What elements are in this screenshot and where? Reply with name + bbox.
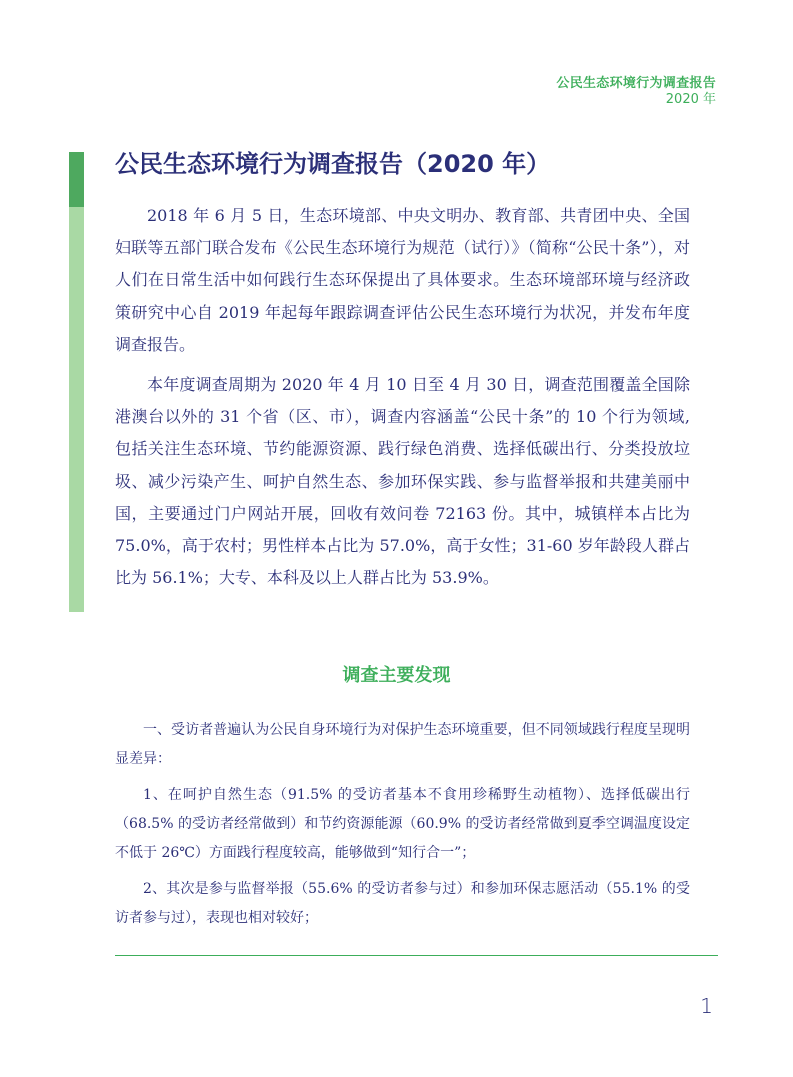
finding-paragraph-1: 一、受访者普遍认为公民自身环境行为对保护生态环境重要，但不同领域践行程度呈现明显差异： xyxy=(115,722,690,767)
running-head-title: 公民生态环境行为调查报告 xyxy=(556,76,716,91)
side-bar-accent xyxy=(69,152,84,207)
decorative-side-bar xyxy=(69,152,84,612)
footer-rule xyxy=(115,955,718,956)
running-head-year: 2020 年 xyxy=(665,92,716,107)
document-title: 公民生态环境行为调查报告（2020 年） xyxy=(115,150,551,178)
page-number: 1 xyxy=(700,994,713,1018)
intro-paragraph-2: 本年度调查周期为 2020 年 4 月 10 日至 4 月 30 日，调查范围覆盖全国除港澳台以外的 31 个省（区、市），调查内容涵盖“公民十条”的 10 个行为领域, 包括关注生态环境、节约能源资源、践行绿色消费、选择低碳出行、分类投放垃圾、减少污染产生、呵护自然生态、参加环保实践、参与监督举报和共建美丽中国，主要通过门户网站开展，回收有效问卷 72163 份。其中，城镇样本占比为 75.0%，高于农村；男性样本占比为 57.0%，高于女性；31-60 岁年龄段人群占比为 56.1%；大专、本科及以上人群占比为 53.9%。 xyxy=(115,375,690,588)
finding-paragraph-3: 2、其次是参与监督举报（55.6% 的受访者参与过）和参加环保志愿活动（55.1% 的受访者参与过），表现也相对较好； xyxy=(115,881,690,926)
finding-paragraph-2: 1、在呵护自然生态（91.5% 的受访者基本不食用珍稀野生动植物）、选择低碳出行（68.5% 的受访者经常做到）和节约资源能源（60.9% 的受访者经常做到夏季空调温度设定不低于 26℃）方面践行程度较高，能够做到“知行合一”； xyxy=(115,787,690,861)
findings-section xyxy=(115,716,690,940)
running-head xyxy=(556,76,716,108)
intro-paragraph-1: 2018 年 6 月 5 日，生态环境部、中央文明办、教育部、共青团中央、全国妇联等五部门联合发布《公民生态环境行为规范（试行）》（简称“公民十条”），对人们在日常生活中如何践行生态环保提出了具体要求。生态环境部环境与经济政策研究中心自 2019 年起每年跟踪调查评估公民生态环境行为状况，并发布年度调查报告。 xyxy=(115,206,690,354)
findings-heading: 调查主要发现 xyxy=(342,665,451,686)
intro-section xyxy=(115,200,690,602)
